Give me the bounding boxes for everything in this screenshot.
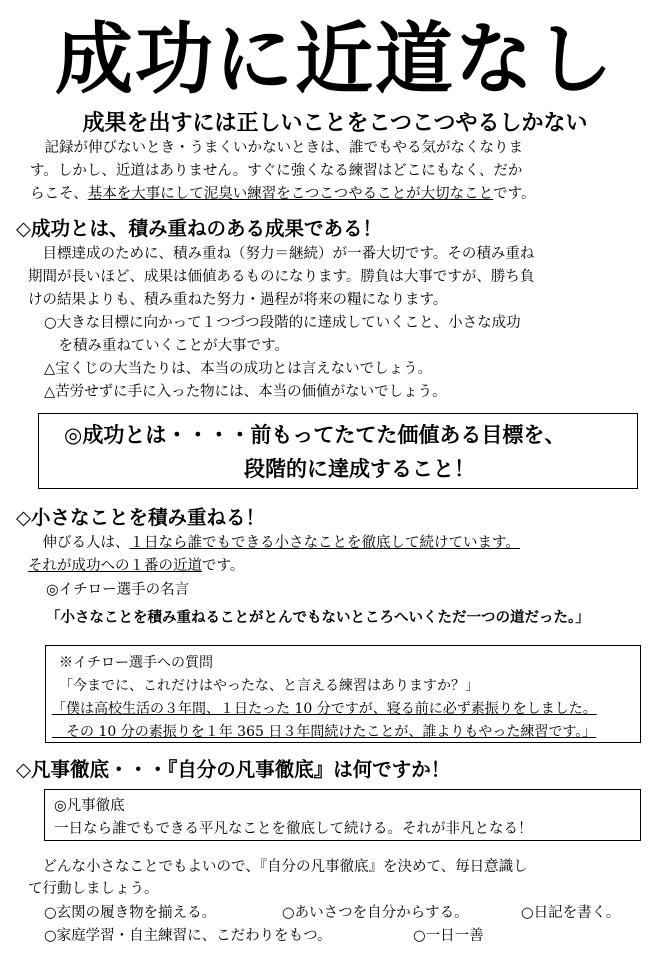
- bonji-box: [44, 789, 641, 841]
- intro-line-2: す。しかし、近道はありません。すぐに強くなる練習はどこにもなく、だか: [30, 163, 523, 179]
- section1-body-line: 目標達成のために、積み重ね（努力＝継続）が一番大切です。その積み重ね: [28, 246, 535, 262]
- bonji-label: ◎凡事徹底: [54, 798, 125, 814]
- intro-line-3-suffix: です。: [493, 186, 536, 202]
- bonji-text: 一日なら誰でもできる平凡なことを徹底して続ける。それが非凡となる！: [54, 821, 533, 837]
- section1-heading: ◇成功とは、積み重ねのある成果である！: [16, 217, 382, 240]
- section1-point: △苦労せずに手に入った物には、本当の価値がないでしょう。: [44, 384, 447, 400]
- intro-line-1: 記録が伸びないとき・うまくいかないときは、誰でもやる気がなくなりま: [30, 140, 523, 156]
- example-item: ○日記を書く。: [521, 905, 621, 921]
- example-item: ○家庭学習・自主練習に、こだわりをもつ。: [44, 928, 332, 944]
- ichiro-qa-box: [45, 645, 641, 743]
- qa-label: ※イチロー選手への質問: [59, 655, 213, 671]
- section1-point: △宝くじの大当たりは、本当の成功とは言えないでしょう。: [44, 361, 433, 377]
- section1-point: ○大きな目標に向かって１つづつ段階的に達成していくこと、小さな成功: [44, 315, 521, 331]
- qa-answer-2: その 10 分の素振りを１年 365 日３年間続けたことが、誰よりもやった練習です。」: [52, 724, 597, 740]
- example-item: ○一日一善: [413, 928, 484, 944]
- callout-line-2: 段階的に達成すること！: [244, 457, 475, 481]
- qa-answer-1: 「僕は高校生活の３年間、１日たった 10 分ですが、寝る前に必ず素振りをしました。: [52, 701, 597, 717]
- section2-line-1-prefix: 伸びる人は、: [28, 535, 130, 551]
- page-title: 成功に近道なし: [54, 15, 615, 105]
- section1-body-line: けの結果よりも、積み重ねた努力・過程が将来の糧になります。: [28, 292, 448, 308]
- intro-emphasis: 基本を大事にして泥臭い練習をこつこつやることが大切なこと: [87, 186, 494, 202]
- section3-body-line: どんな小さなことでもよいので、『自分の凡事徹底』を決めて、毎日意識し: [28, 859, 528, 875]
- page-subtitle: 成果を出すには正しいことをこつこつやるしかない: [82, 111, 588, 136]
- ichiro-quote: 「小さなことを積み重ねることがとんでもないところへいくただ一つの道だった。」: [46, 610, 590, 626]
- section2-line-1: [28, 532, 520, 555]
- section2-line-2: [28, 555, 244, 578]
- qa-question: 「今までに、これだけはやったな、と言える練習はありますか？」: [59, 678, 479, 694]
- callout-box: [38, 413, 638, 489]
- section1-body-line: 期間が長いほど、成果は価値あるものになります。勝負は大事ですが、勝ち負: [28, 269, 535, 285]
- section3-heading: ◇凡事徹底・・・『自分の凡事徹底』は何ですか！: [16, 758, 451, 781]
- example-item: ○玄関の履き物を揃える。: [44, 905, 217, 921]
- section2-line-2-suffix: です。: [202, 558, 245, 574]
- section2-emphasis-2: それが成功への１番の近道: [28, 558, 202, 574]
- section1-point: を積み重ねていくことが大事です。: [44, 338, 289, 354]
- quote-label: ◎イチロー選手の名言: [46, 582, 190, 598]
- callout-line-1: ◎成功とは・・・・前もってたてた価値ある目標を、: [64, 423, 566, 447]
- example-item: ○あいさつを自分からする。: [282, 905, 469, 921]
- section2-heading: ◇小さなことを積み重ねる！: [16, 506, 265, 529]
- intro-paragraph: [30, 137, 650, 202]
- intro-line-3-prefix: らこそ、: [30, 186, 88, 202]
- section3-body-line: て行動しましょう。: [28, 881, 159, 897]
- intro-line-3: [30, 183, 535, 206]
- section2-emphasis-1: １日なら誰でもできる小さなことを徹底して続けています。: [129, 535, 520, 551]
